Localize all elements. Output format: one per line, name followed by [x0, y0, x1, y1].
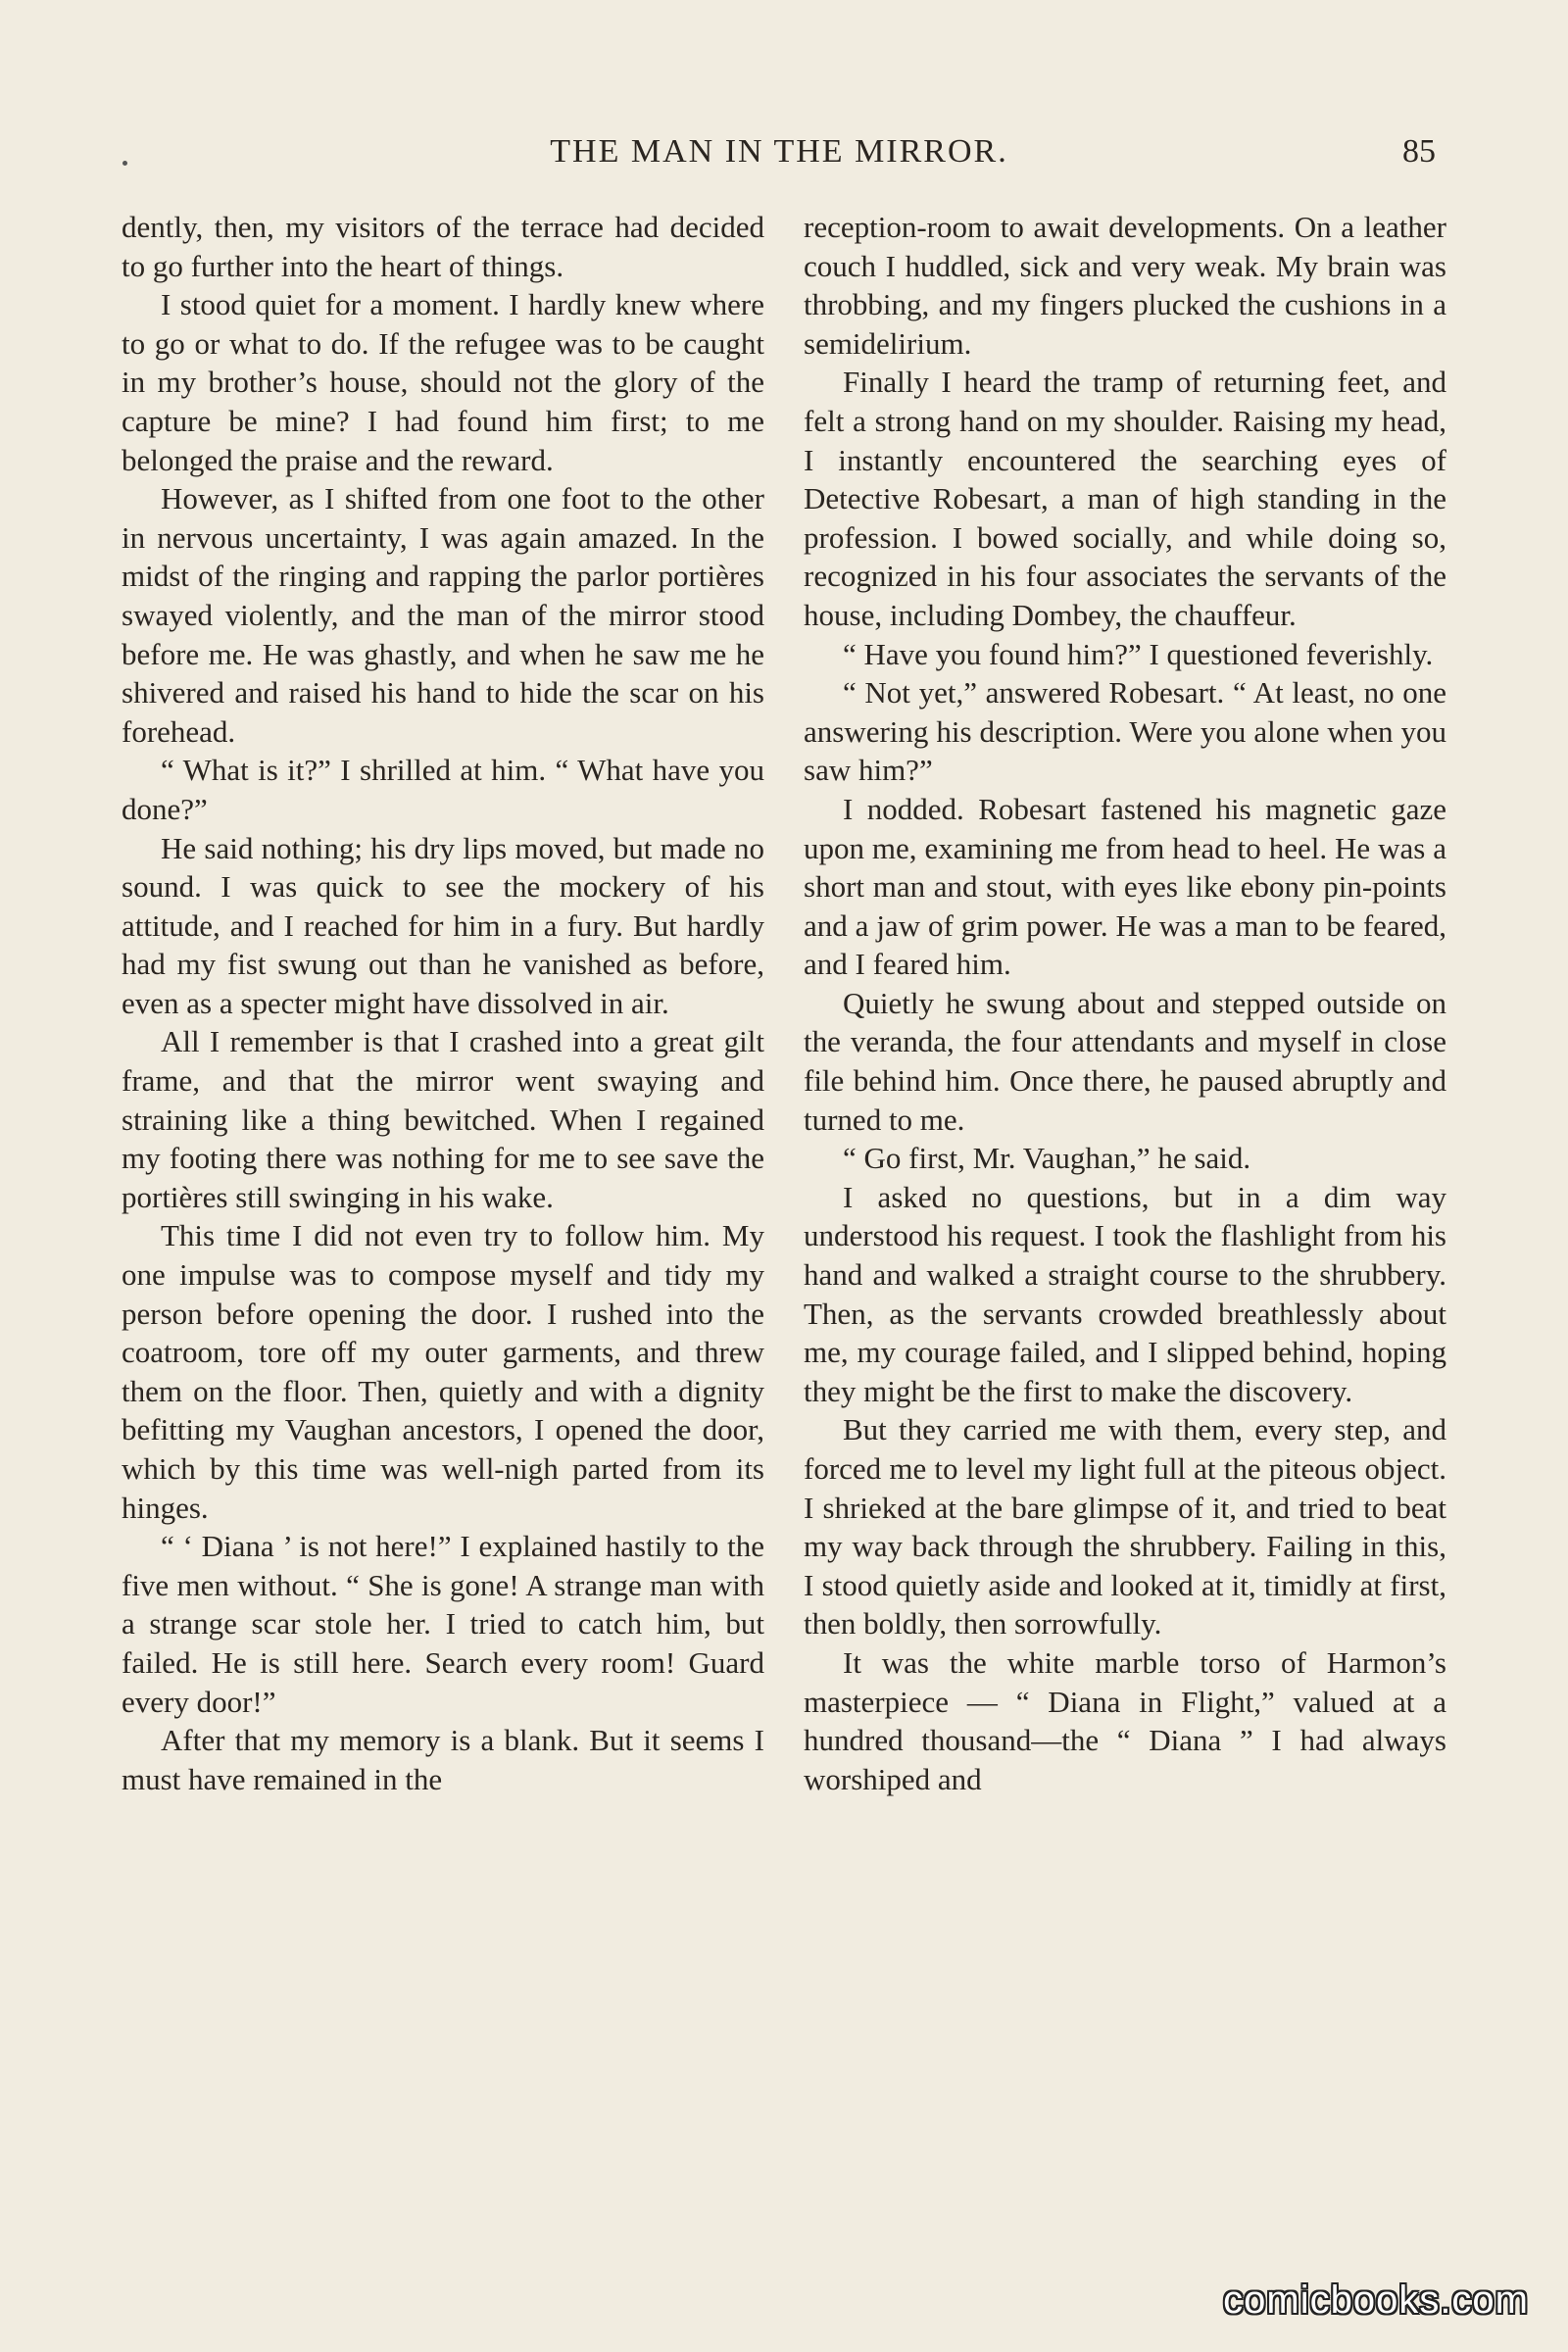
paragraph: However, as I shifted from one foot to the other in nervous uncertainty, I was again amazed. In the midst of the ringing and rapping the parlor portières swayed violently, and the man of the mirror stood before me. He was ghastly, and when he saw me he shivered and raised his hand to hide the scar on his forehead. — [122, 481, 764, 749]
paragraph: I asked no questions, but in a dim way understood his request. I took the flashlight from his hand and walked a straight course to the shrubbery. Then, as the servants crowded breathlessly about me, my courage failed, and I slipped behind, hoping they might be the first to make the discovery. — [804, 1179, 1446, 1408]
paragraph: This time I did not even try to follow him. My one impulse was to compose myself and tidy my person before opening the door. I rushed into the coatroom, tore off my outer garments, and threw them on the floor. Then, quietly and with a dignity befitting my Vaughan ancestors, I opened the door, which by this time was well-nigh parted from its hinges. — [122, 1218, 764, 1525]
left-column — [122, 208, 764, 1798]
paragraph: reception-room to await developments. On a leather couch I huddled, sick and very weak. My brain was throbbing, and my fingers plucked the cushions in a semidelirium. — [804, 210, 1446, 361]
page-header — [122, 125, 1436, 178]
running-head: THE MAN IN THE MIRROR. — [550, 133, 1008, 170]
paragraph: Quietly he swung about and stepped outside on the veranda, the four attendants and myself in close file behind him. Once there, he paused abruptly and turned to me. — [804, 985, 1446, 1137]
paragraph: I nodded. Robesart fastened his magnetic gaze upon me, examining me from head to heel. He was a short man and stout, with eyes like ebony pin-points and a jaw of grim power. He was a man to be feared, and I feared him. — [804, 791, 1446, 982]
paragraph: After that my memory is a blank. But it seems I must have remained in the — [122, 1723, 764, 1796]
paragraph: But they carried me with them, every step, and forced me to level my light full at the piteous object. I shrieked at the bare glimpse of it, and tried to beat my way back through the shrubbery. Failing in this, I stood quietly aside and looked at it, timidly at first, then boldly, then sorrowfully. — [804, 1412, 1446, 1642]
paragraph: All I remember is that I crashed into a great gilt frame, and that the mirror went swaying and straining like a thing bewitched. When I regained my footing there was nothing for me to see save the portières still swinging in his wake. — [122, 1024, 764, 1214]
paragraph: “ Not yet,” answered Robesart. “ At least, no one answering his description. Were you alone when you saw him?” — [804, 675, 1446, 788]
paragraph: dently, then, my visitors of the terrace had decided to go further into the heart of things. — [122, 210, 764, 283]
paragraph: “ ‘ Diana ’ is not here!” I explained hastily to the five men without. “ She is gone! A strange man with a strange scar stole her. I tried to catch him, but failed. He is still here. Search every room! Guard every door!” — [122, 1529, 764, 1719]
right-column — [804, 208, 1446, 1798]
watermark: comicbooks.com — [1223, 2278, 1529, 2322]
paragraph: “ Have you found him?” I questioned feverishly. — [843, 636, 1434, 671]
paragraph: “ What is it?” I shrilled at him. “ What have you done?” — [122, 753, 764, 826]
paragraph: “ Go first, Mr. Vaughan,” he said. — [843, 1141, 1251, 1176]
paragraph: Finally I heard the tramp of returning feet, and felt a strong hand on my shoulder. Raising my head, I instantly encountered the searching eyes of Detective Robesart, a man of high standing in the profession. I bowed socially, and while doing so, recognized in his four associates the servants of the house, including Dombey, the chauffeur. — [804, 365, 1446, 632]
paragraph: He said nothing; his dry lips moved, but made no sound. I was quick to see the mockery of his attitude, and I reached for him in a fury. But hardly had my fist swung out than he vanished as before, even as a specter might have dissolved in air. — [122, 830, 764, 1020]
page-number: 85 — [1402, 133, 1436, 170]
paragraph: It was the white marble torso of Harmon’s masterpiece — “ Diana in Flight,” valued at a hundred thousand—the “ Diana ” I had always worshiped and — [804, 1644, 1446, 1796]
paragraph: I stood quiet for a moment. I hardly knew where to go or what to do. If the refugee was to be caught in my brother’s house, should not the glory of the capture be mine? I had found him first; to me belonged the praise and the reward. — [122, 287, 764, 477]
